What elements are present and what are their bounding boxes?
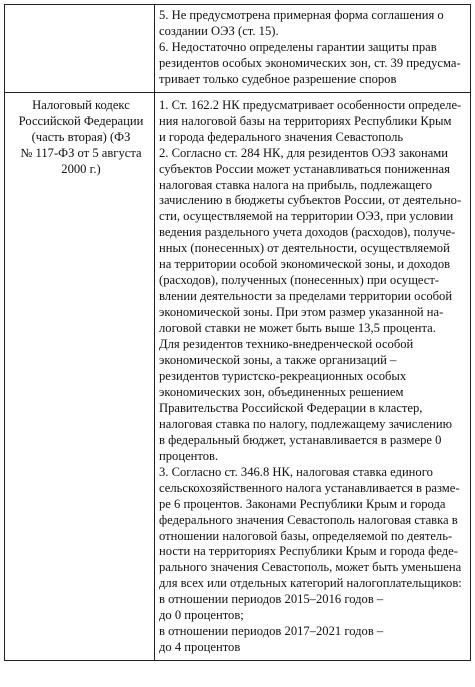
text-line: Для резидентов технико-внедренческой особой [159, 337, 414, 352]
text-line: сельскохозяйственного налога устанавливается в разме- [159, 480, 460, 495]
text-line: для всех или отдельных категорий налогоплательщиков: [159, 576, 462, 591]
text-line: резидентов особых экономических зон, ст. 39 предусма- [159, 55, 461, 70]
provisions-list [155, 5, 470, 92]
text-line: 2. Согласно ст. 284 НК, для резидентов ОЭЗ законами [159, 145, 448, 160]
text-line: Правительства Российской Федерации в кластер, [159, 400, 423, 415]
text-line: зачислению в бюджеты субъектов России, от деятельно- [159, 193, 462, 208]
law-name-cell-empty [5, 5, 155, 93]
text-line: в отношении периодов 2015–2016 годов – [159, 592, 384, 607]
text-line: и города федерального значения Севастополь [159, 129, 404, 144]
law-name [5, 93, 154, 182]
text-line: экономических зон, объединенных решением [159, 384, 404, 399]
text-line: экономической зоны, а также организаций – [159, 353, 397, 368]
table-row-continuation [5, 5, 471, 93]
text-line: рального значения Севастополь, может быть уменьшена [159, 560, 462, 575]
text-line: до 4 процентов [159, 640, 241, 655]
text-line: отношении налоговой базы, определяемой по деятель- [159, 528, 453, 543]
text-line: экономической зоны. При этом размер указанной на- [159, 305, 444, 320]
text-line: (расходов), полученных (понесенных) при осущест- [159, 273, 440, 288]
text-line: субъектов России может устанавливаться пониженная [159, 161, 450, 176]
text-line: 6. Недостаточно определены гарантии защиты прав [159, 39, 437, 54]
text-line: тривает только судебное разрешение споров [159, 71, 397, 86]
provisions-list [155, 93, 470, 660]
text-line: ния налоговой базы на территориях Республики Крым [159, 113, 452, 128]
text-line: налоговая ставка по налогу, подлежащему зачислению [159, 416, 453, 431]
text-line: до 0 процентов; [159, 608, 244, 623]
provision-paragraph-6 [159, 40, 466, 88]
text-line: на территории особой экономической зоны, и доходов [159, 257, 451, 272]
text-line: в федеральный бюджет, устанавливается в размере 0 [159, 432, 442, 447]
law-name-cell [5, 92, 155, 660]
text-line: ре 6 процентов. Законами Республики Крым и города [159, 496, 446, 511]
provisions-cell [155, 92, 471, 660]
text-line: 3. Согласно ст. 346.8 НК, налоговая ставка единого [159, 464, 433, 479]
text-line: сти, осуществляемой на территории ОЭЗ, при условии [159, 209, 454, 224]
text-line: налоговая ставка налога на прибыль, подлежащего [159, 177, 432, 192]
text-line: Налоговый кодекс [32, 97, 130, 112]
text-line: 5. Не предусмотрена примерная форма соглашения о [159, 8, 444, 22]
provisions-cell [155, 5, 471, 93]
provision-paragraph-2 [159, 146, 466, 465]
text-line: ведения раздельного учета доходов (расходов), получе- [159, 225, 456, 240]
text-line: процентов. [159, 448, 219, 463]
text-line: логовой ставки не может быть выше 13,5 процента. [159, 321, 436, 336]
text-line: нных (понесенных) от деятельности, осуществляемой [159, 241, 450, 256]
text-line: 2000 г.) [61, 161, 101, 176]
text-line: (часть вторая) (ФЗ [31, 129, 131, 144]
text-line: федерального значения Севастополь налоговая ставка в [159, 512, 458, 527]
legislation-comparison-table [4, 4, 471, 661]
text-line: резидентов туристско-рекреационных особых [159, 368, 407, 383]
text-line: влении деятельности за пределами территории особой [159, 289, 453, 304]
text-line: Российской Федерации [18, 113, 144, 128]
text-line: создании ОЭЗ (ст. 15). [159, 23, 279, 38]
text-line: № 117-ФЗ от 5 августа [20, 145, 142, 160]
provision-paragraph-3 [159, 465, 466, 656]
provision-paragraph-1 [159, 98, 466, 146]
provision-paragraph-5 [159, 8, 466, 40]
text-line: 1. Ст. 162.2 НК предусматривает особенности определе- [159, 97, 462, 112]
table-row-tax-code [5, 92, 471, 660]
text-line: ности на территориях Республики Крым и города феде- [159, 544, 458, 559]
text-line: в отношении периодов 2017–2021 годов – [159, 624, 384, 639]
